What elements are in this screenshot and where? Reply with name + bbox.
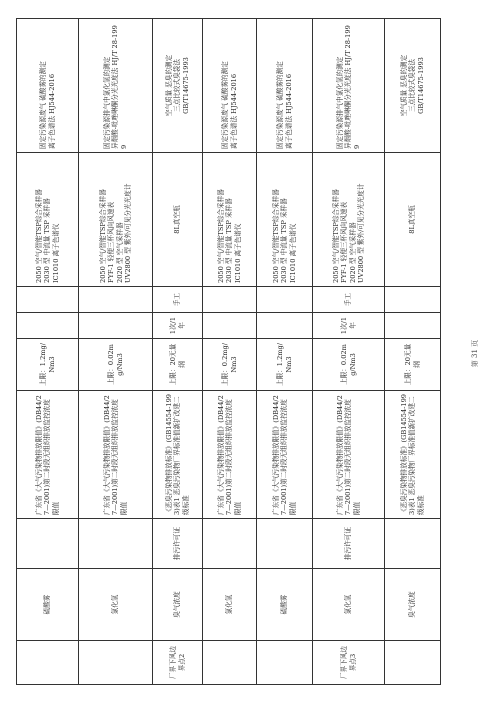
method-agency-cell	[385, 287, 441, 313]
table-row	[385, 19, 441, 685]
instrument-cell	[257, 153, 313, 287]
method-line: 离子色谱法 HJ544-2016	[284, 73, 293, 149]
category-cell: 排污许可证	[153, 519, 203, 569]
table-row	[79, 19, 153, 685]
frequency-cell	[385, 313, 441, 339]
frequency-cell	[257, 313, 313, 339]
category-cell: 排污许可证	[313, 519, 385, 569]
method-cell	[79, 19, 153, 153]
method-agency-cell: 手工	[313, 287, 385, 313]
standard-cell: 广东省《大气污染物排放限值》(DB44/27—2001)第二时段无组织排放监控浓度限值	[79, 391, 153, 519]
method-line: 异烟酸-吡唑啉酮分光光度法 HJ/T 28-1999	[344, 25, 361, 149]
method-agency-cell	[257, 287, 313, 313]
method-line: GB/T14675-1993	[181, 57, 190, 114]
method-cell	[257, 19, 313, 153]
location-cell	[17, 641, 79, 685]
instrument-line: 2050 空气/智能TSP综合采样器	[217, 189, 226, 283]
instrument-line: UV2800 型 紫外/可见分光光度计	[123, 183, 132, 283]
instrument-line: 2030 型 中流量 TSP 采样器	[43, 198, 52, 283]
table-row	[203, 19, 257, 685]
method-line: 异烟酸-吡唑啉酮分光光度法 HJ/T 28-1999	[111, 25, 128, 149]
instrument-cell	[203, 153, 257, 287]
instrument-cell	[17, 153, 79, 287]
frequency-cell	[203, 313, 257, 339]
category-cell	[79, 519, 153, 569]
category-cell	[385, 519, 441, 569]
monitoring-table	[16, 18, 441, 685]
frequency-cell	[79, 313, 153, 339]
pollutant-cell: 臭气浓度	[153, 569, 203, 641]
standard-cell: 广东省《大气污染物排放限值》(DB44/27—2001)第二时段无组织排放监控浓度限值	[313, 391, 385, 519]
method-line: 离子色谱法 HJ544-2016	[47, 73, 56, 149]
limit-cell: 上限：0.02mg/Nm3	[313, 339, 385, 391]
location-cell	[257, 641, 313, 685]
method-cell	[203, 19, 257, 153]
limit-cell: 上限：1.2mg/Nm3	[17, 339, 79, 391]
standard-cell: 《恶臭污染物排放标准》(GB14554-1993)表1 恶臭污染物厂界标准值新扩改建二级标准	[153, 391, 203, 519]
instrument-cell	[313, 153, 385, 287]
pollutant-cell: 氯化氢	[79, 569, 153, 641]
instrument-line: FYF-1 轻便三杯风向风速表	[340, 201, 349, 283]
method-line: GB/T14675-1993	[416, 57, 425, 114]
table-row	[313, 19, 385, 685]
instrument-line: 2030 型 中流量 TSP 采样器	[280, 198, 289, 283]
location-cell	[385, 641, 441, 685]
method-cell	[17, 19, 79, 153]
instrument-cell	[153, 153, 203, 287]
method-agency-cell	[17, 287, 79, 313]
instrument-line: 2020 型 空气采样器	[115, 222, 124, 283]
category-cell	[257, 519, 313, 569]
instrument-line: 8L真空瓶	[173, 205, 182, 234]
frequency-cell: 1次/1年	[313, 313, 385, 339]
location-cell	[79, 641, 153, 685]
instrument-line: 2050 空气/智能TSP综合采样器	[332, 189, 341, 283]
standard-cell: 广东省《大气污染物排放限值》(DB44/27—2001)第二时段无组织排放监控浓度限值	[203, 391, 257, 519]
instrument-cell	[385, 153, 441, 287]
instrument-line: 2020 型 空气采样器	[348, 222, 357, 283]
instrument-line: IC1010 离子色谱仪	[233, 223, 242, 283]
method-line: 固定污染源废气 硫酸雾的测定	[276, 61, 285, 149]
instrument-line: 2030 型 中流量 TSP 采样器	[225, 198, 234, 283]
method-cell	[385, 19, 441, 153]
instrument-line: IC1010 离子色谱仪	[288, 223, 297, 283]
limit-cell: 上限：1.2mg/Nm3	[257, 339, 313, 391]
table-row	[153, 19, 203, 685]
method-agency-cell: 手工	[153, 287, 203, 313]
pollutant-cell: 硫酸雾	[257, 569, 313, 641]
instrument-line: IC1010 离子色谱仪	[51, 223, 60, 283]
standard-cell: 广东省《大气污染物排放限值》(DB44/27—2001)第二时段无组织排放监控浓度限值	[17, 391, 79, 519]
method-line: 三点比较式臭袋法	[408, 59, 417, 112]
category-cell	[17, 519, 79, 569]
pollutant-cell: 臭气浓度	[385, 569, 441, 641]
table-row	[257, 19, 313, 685]
method-line: 离子色谱法 HJ544-2016	[229, 73, 238, 149]
pollutant-cell: 氯化氢	[203, 569, 257, 641]
method-agency-cell	[79, 287, 153, 313]
method-line: 固定污染源废气 硫酸雾的测定	[221, 61, 230, 149]
method-line: 三点比较式臭袋法	[173, 59, 182, 112]
table-row	[17, 19, 79, 685]
instrument-line: FYF-1 轻便三杯风向风速表	[107, 201, 116, 283]
pollutant-cell: 硫酸雾	[17, 569, 79, 641]
method-line: 固定污染源排气中氯化氢的测定	[103, 56, 112, 149]
method-cell	[313, 19, 385, 153]
instrument-line: 8L真空瓶	[408, 205, 417, 234]
frequency-cell	[17, 313, 79, 339]
frequency-cell: 1次/1年	[153, 313, 203, 339]
instrument-line: 2050 空气/智能TSP综合采样器	[272, 189, 281, 283]
standard-cell: 《恶臭污染物排放标准》(GB14554-1993)表1 恶臭污染物厂界标准值新扩改建二级标准	[385, 391, 441, 519]
pollutant-cell: 氯化氢	[313, 569, 385, 641]
location-cell: 厂界下风边界点3	[313, 641, 385, 685]
limit-cell: 上限：0.02mg/Nm3	[79, 339, 153, 391]
limit-cell: 上限：20无量纲	[153, 339, 203, 391]
method-line: 空气质量 恶臭的测定	[400, 54, 409, 117]
instrument-line: 2050 空气/智能TSP综合采样器	[35, 189, 44, 283]
standard-cell: 广东省《大气污染物排放限值》(DB44/27—2001)第二时段无组织排放监控浓度限值	[257, 391, 313, 519]
category-cell	[203, 519, 257, 569]
method-agency-cell	[203, 287, 257, 313]
method-line: 空气质量 恶臭的测定	[165, 54, 174, 117]
location-cell: 厂界下风边界点2	[153, 641, 203, 685]
instrument-cell	[79, 153, 153, 287]
page-number: 第 31 页	[471, 339, 479, 368]
instrument-line: 2050 空气/智能TSP综合采样器	[99, 189, 108, 283]
method-line: 固定污染源废气 硫酸雾的测定	[39, 61, 48, 149]
limit-cell: 上限：0.2mg/Nm3	[203, 339, 257, 391]
instrument-line: UV2800 型 紫外/可见分光光度计	[356, 183, 365, 283]
method-line: 固定污染源排气中氯化氢的测定	[336, 56, 345, 149]
method-cell	[153, 19, 203, 153]
limit-cell: 上限：20无量纲	[385, 339, 441, 391]
location-cell	[203, 641, 257, 685]
